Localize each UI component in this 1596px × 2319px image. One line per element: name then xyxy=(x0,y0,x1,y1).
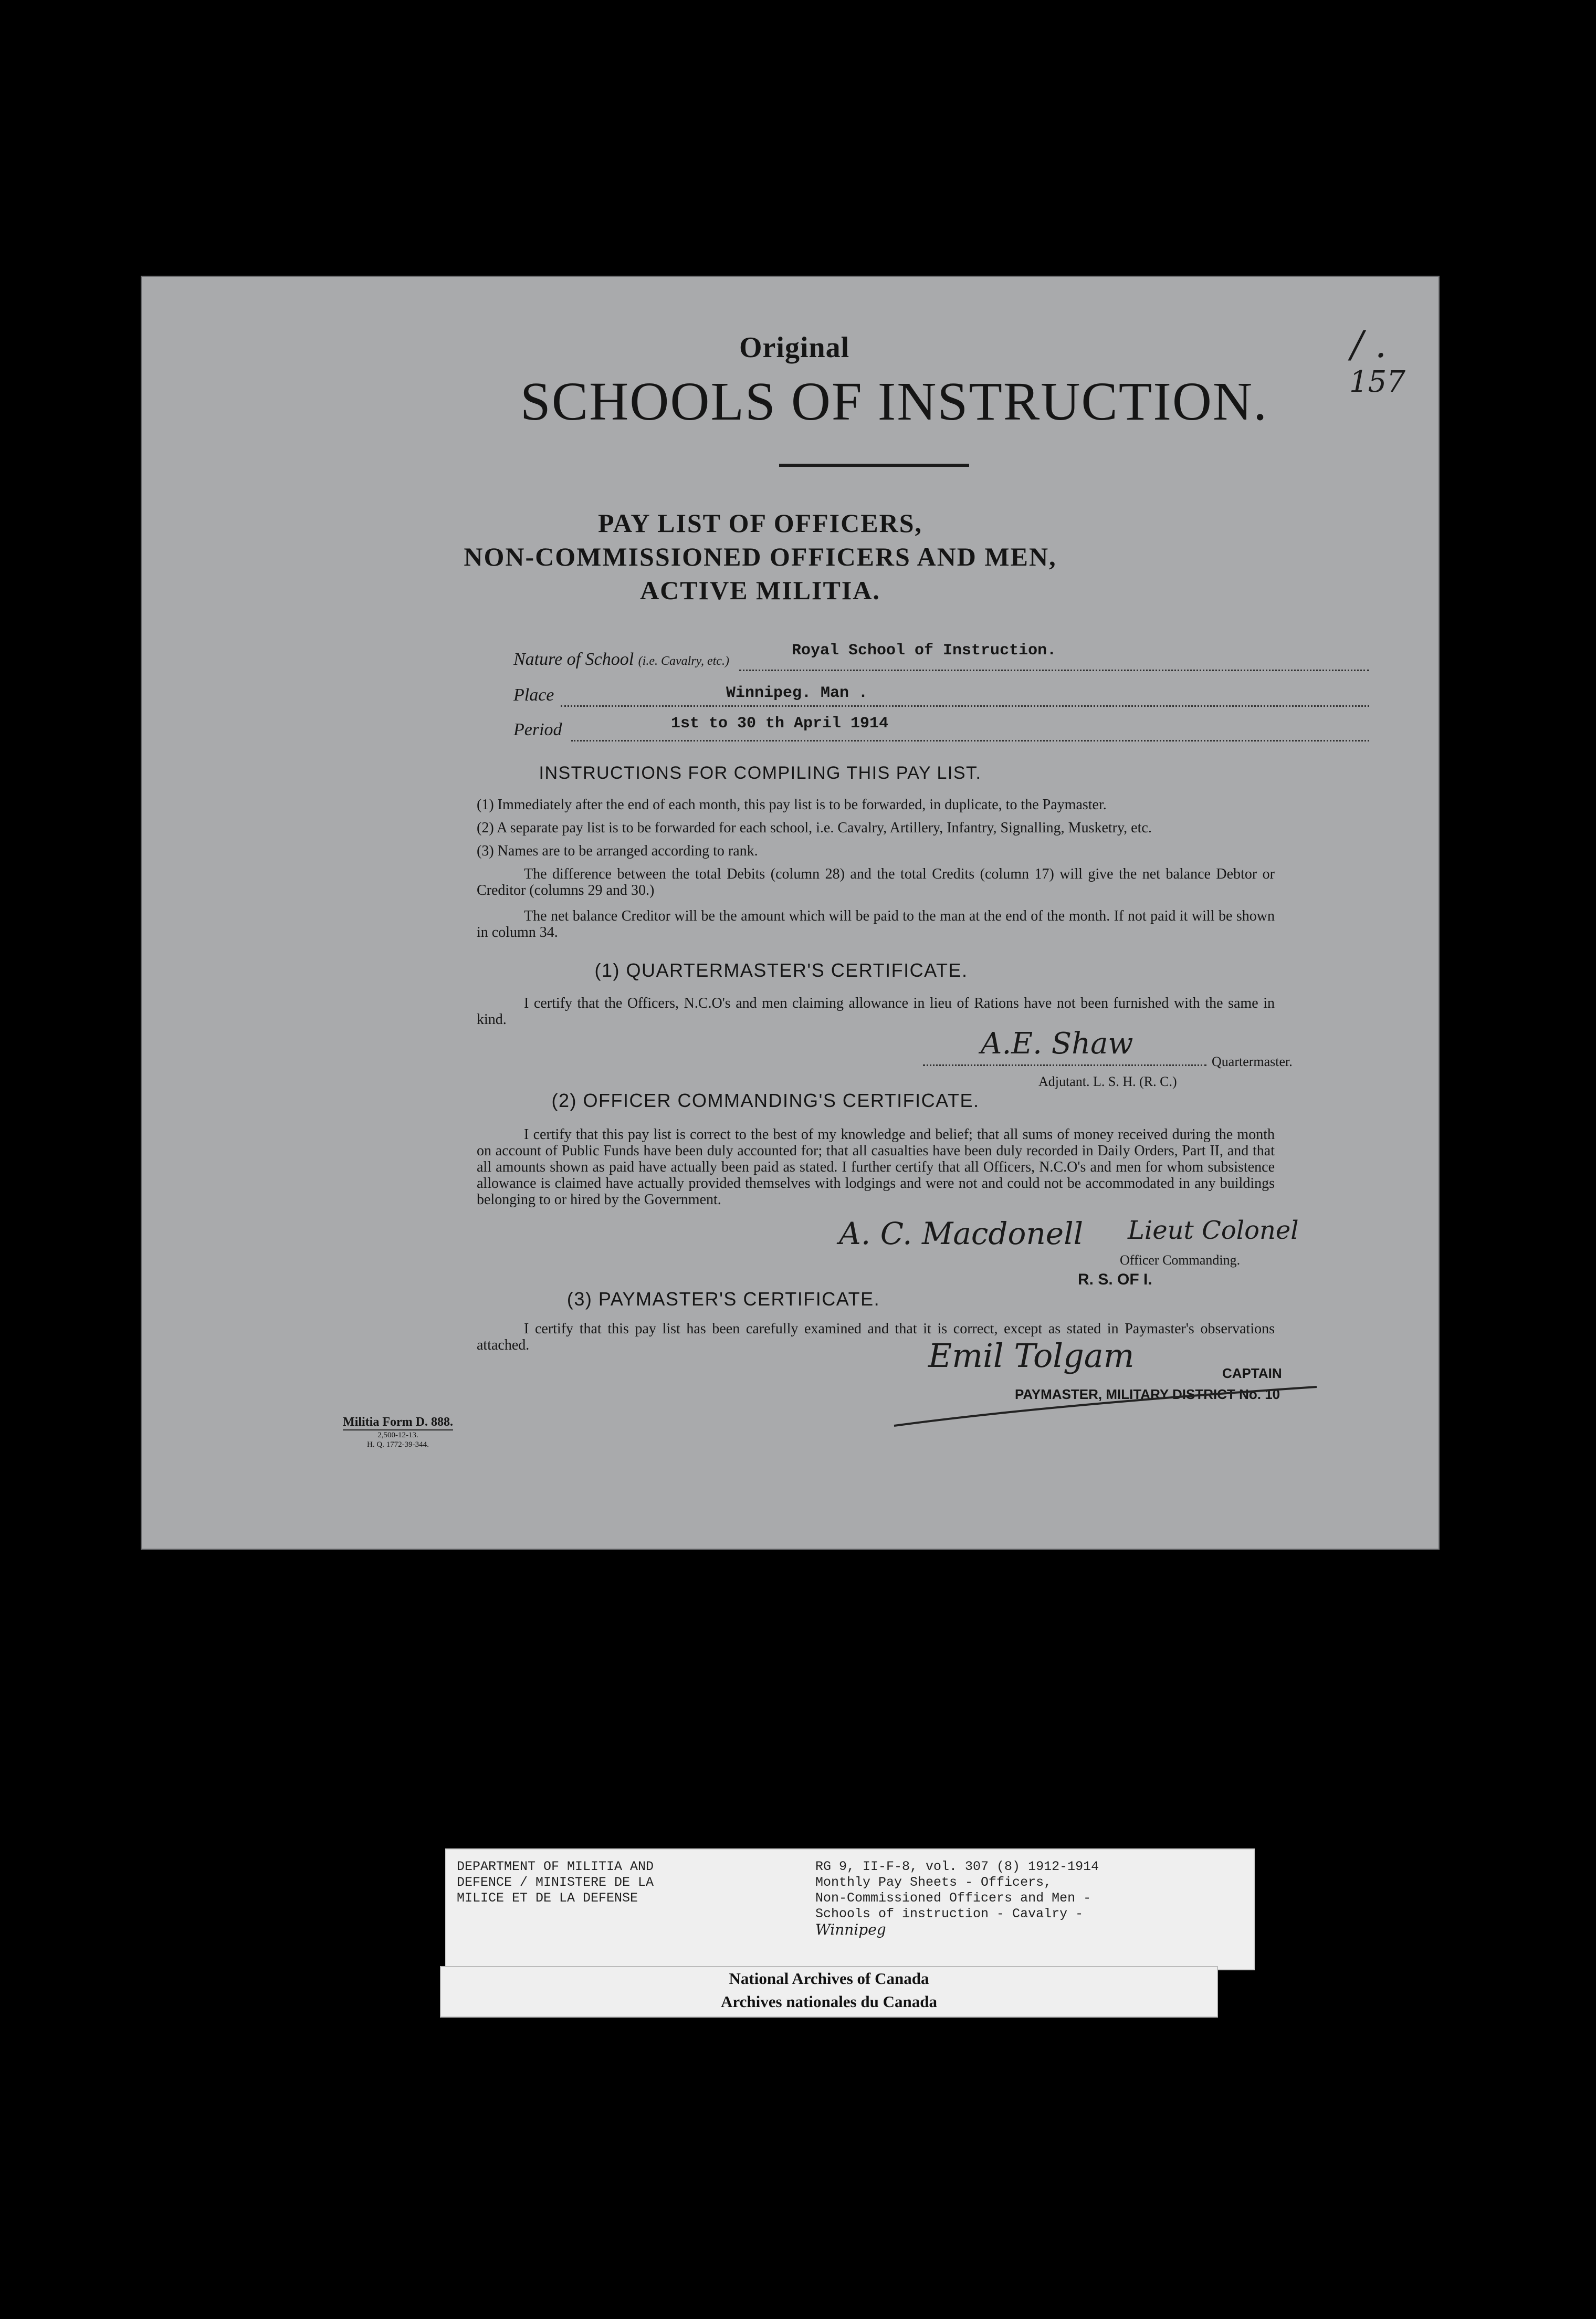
reference-handwritten-place: Winnipeg xyxy=(815,1921,886,1938)
instructions-heading: INSTRUCTIONS FOR COMPILING THIS PAY LIST. xyxy=(539,763,982,783)
paymaster-role: PAYMASTER, MILITARY DISTRICT No. 10 xyxy=(1015,1386,1280,1402)
period-label: Period xyxy=(513,720,562,739)
militia-form xyxy=(343,1415,453,1449)
department-line: MILICE ET DE LA DEFENSE xyxy=(457,1890,638,1906)
national-archives-label xyxy=(440,1966,1218,2018)
nature-label: Nature of School (i.e. Cavalry, etc.) xyxy=(513,650,729,669)
title-rule xyxy=(779,464,969,467)
pay-list-document xyxy=(141,276,1440,1550)
subtitle-line-1: PAY LIST OF OFFICERS, xyxy=(597,508,923,538)
subtitle-line-2: NON-COMMISSIONED OFFICERS AND MEN, xyxy=(464,542,1057,571)
militia-form-name: Militia Form D. 888. xyxy=(343,1415,453,1430)
period-line xyxy=(571,739,1369,741)
folio-number: 157 xyxy=(1349,365,1405,399)
quartermaster-signature-line xyxy=(923,1063,1206,1066)
instruction-2: (2) A separate pay list is to be forwarded for each school, i.e. Cavalry, Artillery, Infantry, Signalling, Musketry, etc. xyxy=(477,820,1152,836)
period-value: 1st to 30 th April 1914 xyxy=(671,715,889,733)
commanding-stamp: R. S. OF I. xyxy=(1078,1271,1152,1288)
reference-description xyxy=(815,1859,1099,1938)
commanding-role: Officer Commanding. xyxy=(1120,1252,1241,1268)
national-archives-fr: Archives nationales du Canada xyxy=(721,1992,937,2011)
quartermaster-stamp: Adjutant. L. S. H. (R. C.) xyxy=(1038,1074,1177,1089)
place-label: Place xyxy=(513,685,554,705)
quartermaster-signature: A.E. Shaw xyxy=(981,1027,1133,1061)
instruction-1: (1) Immediately after the end of each month, this pay list is to be forwarded, in duplicate, to the Paymaster. xyxy=(477,797,1107,813)
department-line: DEPARTMENT OF MILITIA AND xyxy=(457,1859,654,1874)
militia-form-line-2: 2,500-12-13. xyxy=(377,1431,418,1439)
reference-line: Non-Commissioned Officers and Men - xyxy=(815,1890,1091,1906)
reference-line: Schools of instruction - Cavalry - xyxy=(815,1906,1084,1921)
archive-reference-label xyxy=(445,1848,1255,1970)
original-stamp: Original xyxy=(739,331,850,364)
nature-line xyxy=(739,668,1369,671)
subtitle-line-3: ACTIVE MILITIA. xyxy=(640,576,880,605)
commanding-signature: A. C. Macdonell xyxy=(839,1216,1084,1251)
instruction-creditor: The net balance Creditor will be the amount which will be paid to the man at the end of the month. If not paid it will be shown in column 34. xyxy=(477,908,1275,941)
quartermaster-role: Quartermaster. xyxy=(1212,1054,1293,1069)
place-line xyxy=(561,704,1369,707)
folio-mark: / . xyxy=(1351,323,1387,366)
quartermaster-heading: (1) QUARTERMASTER'S CERTIFICATE. xyxy=(594,959,968,981)
paymaster-heading: (3) PAYMASTER'S CERTIFICATE. xyxy=(566,1288,880,1310)
nature-value: Royal School of Instruction. xyxy=(792,642,1057,660)
reference-line: RG 9, II-F-8, vol. 307 (8) 1912-1914 xyxy=(815,1859,1099,1874)
paymaster-text: I certify that this pay list has been carefully examined and that it is correct, except as stated in Paymaster's observations attached. xyxy=(477,1321,1275,1353)
commanding-heading: (2) OFFICER COMMANDING'S CERTIFICATE. xyxy=(551,1090,980,1111)
paymaster-rank: CAPTAIN xyxy=(1222,1365,1282,1381)
department-label xyxy=(457,1859,654,1906)
militia-form-line-3: H. Q. 1772-39-344. xyxy=(367,1440,429,1449)
commanding-signature-rank: Lieut Colonel xyxy=(1128,1216,1299,1245)
paymaster-signature: Emil Tolgam xyxy=(928,1336,1135,1375)
reference-line: Monthly Pay Sheets - Officers, xyxy=(815,1875,1052,1890)
document-title: SCHOOLS OF INSTRUCTION. xyxy=(520,371,1268,432)
commanding-text: I certify that this pay list is correct to the best of my knowledge and belief; that all sums of money received during the month on account of Public Funds have been duly accounted for; that all casualties have been duly recorded in Daily Orders, Part II, and that all amounts shown as paid have actually been paid as stated. I further certify that all Officers, N.C.O's and men for whom subsistence allowance is claimed have actually provided themselves with lodgings and were not and could not be accommodated in any buildings belonging to or hired by the Government. xyxy=(477,1126,1275,1208)
instruction-debits: The difference between the total Debits (column 28) and the total Credits (column 17) will give the net balance Debtor or Creditor (columns 29 and 30.) xyxy=(477,866,1275,899)
paymaster-signature-flourish xyxy=(891,1384,1322,1431)
place-value: Winnipeg. Man . xyxy=(726,684,868,702)
department-line: DEFENCE / MINISTERE DE LA xyxy=(457,1875,654,1890)
quartermaster-text: I certify that the Officers, N.C.O's and men claiming allowance in lieu of Rations have not been furnished with the same in kind. xyxy=(477,995,1275,1028)
instruction-3: (3) Names are to be arranged according to rank. xyxy=(477,843,758,859)
national-archives-en: National Archives of Canada xyxy=(729,1969,929,1988)
